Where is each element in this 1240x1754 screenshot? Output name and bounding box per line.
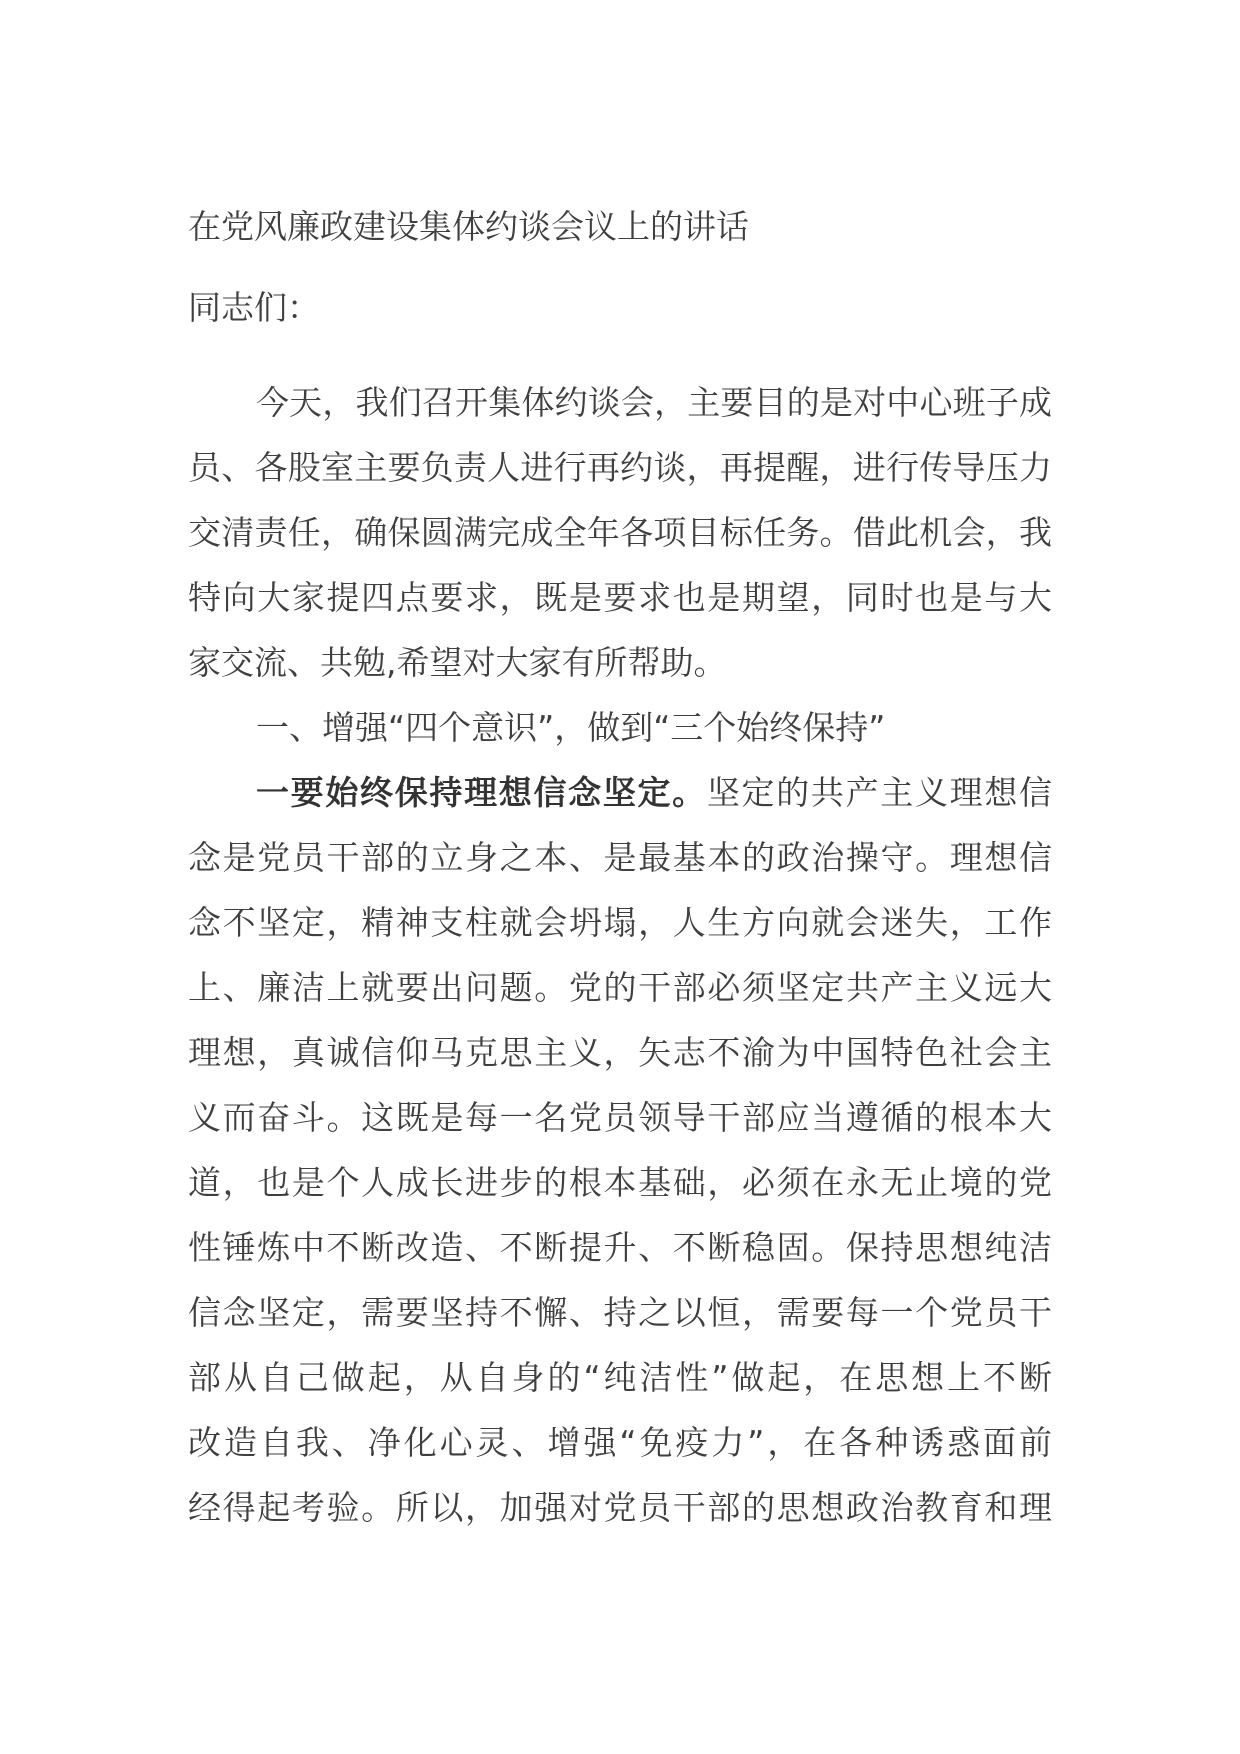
paragraph-line: 理想，真诚信仰马克思主义，矢志不渝为中国特色社会主 bbox=[188, 1033, 1052, 1072]
paragraph-line: 道，也是个人成长进步的根本基础，必须在永无止境的党 bbox=[188, 1163, 1052, 1202]
salutation: 同志们： bbox=[188, 288, 320, 327]
lead-rest: 坚定的共产主义理想信 bbox=[706, 773, 1053, 812]
paragraph-line: 今天，我们召开集体约谈会，主要目的是对中心班子成 bbox=[256, 383, 1052, 422]
paragraph-line: 员、各股室主要负责人进行再约谈，再提醒，进行传导压力 bbox=[188, 448, 1052, 487]
paragraph-line: 改造自我、净化心灵、增强“免疫力”，在各种诱惑面前 bbox=[188, 1423, 1052, 1462]
paragraph-line: 部从自己做起，从自身的“纯洁性”做起，在思想上不断 bbox=[188, 1358, 1052, 1397]
paragraph-line: 特向大家提四点要求，既是要求也是期望，同时也是与大 bbox=[188, 578, 1052, 617]
paragraph-line: 上、廉洁上就要出问题。党的干部必须坚定共产主义远大 bbox=[188, 968, 1052, 1007]
paragraph-line: 性锤炼中不断改造、不断提升、不断稳固。保持思想纯洁 bbox=[188, 1228, 1052, 1267]
document-title: 在党风廉政建设集体约谈会议上的讲话 bbox=[188, 207, 749, 246]
paragraph-line: 信念坚定，需要坚持不懈、持之以恒，需要每一个党员干 bbox=[188, 1293, 1052, 1332]
bold-lead: 一要始终保持理想信念坚定。 bbox=[256, 773, 707, 812]
paragraph-line: 念不坚定，精神支柱就会坍塌，人生方向就会迷失，工作 bbox=[188, 903, 1052, 942]
section-heading: 一、增强“四个意识”，做到“三个始终保持” bbox=[256, 708, 886, 747]
paragraph-line: 家交流、共勉,希望对大家有所帮助。 bbox=[188, 643, 727, 682]
paragraph-line bbox=[188, 773, 1052, 813]
paragraph-line: 义而奋斗。这既是每一名党员领导干部应当遵循的根本大 bbox=[188, 1098, 1052, 1137]
paragraph-line: 交清责任，确保圆满完成全年各项目标任务。借此机会，我 bbox=[188, 513, 1052, 552]
paragraph-line: 念是党员干部的立身之本、是最基本的政治操守。理想信 bbox=[188, 838, 1052, 877]
paragraph-line: 经得起考验。所以，加强对党员干部的思想政治教育和理 bbox=[188, 1488, 1052, 1527]
